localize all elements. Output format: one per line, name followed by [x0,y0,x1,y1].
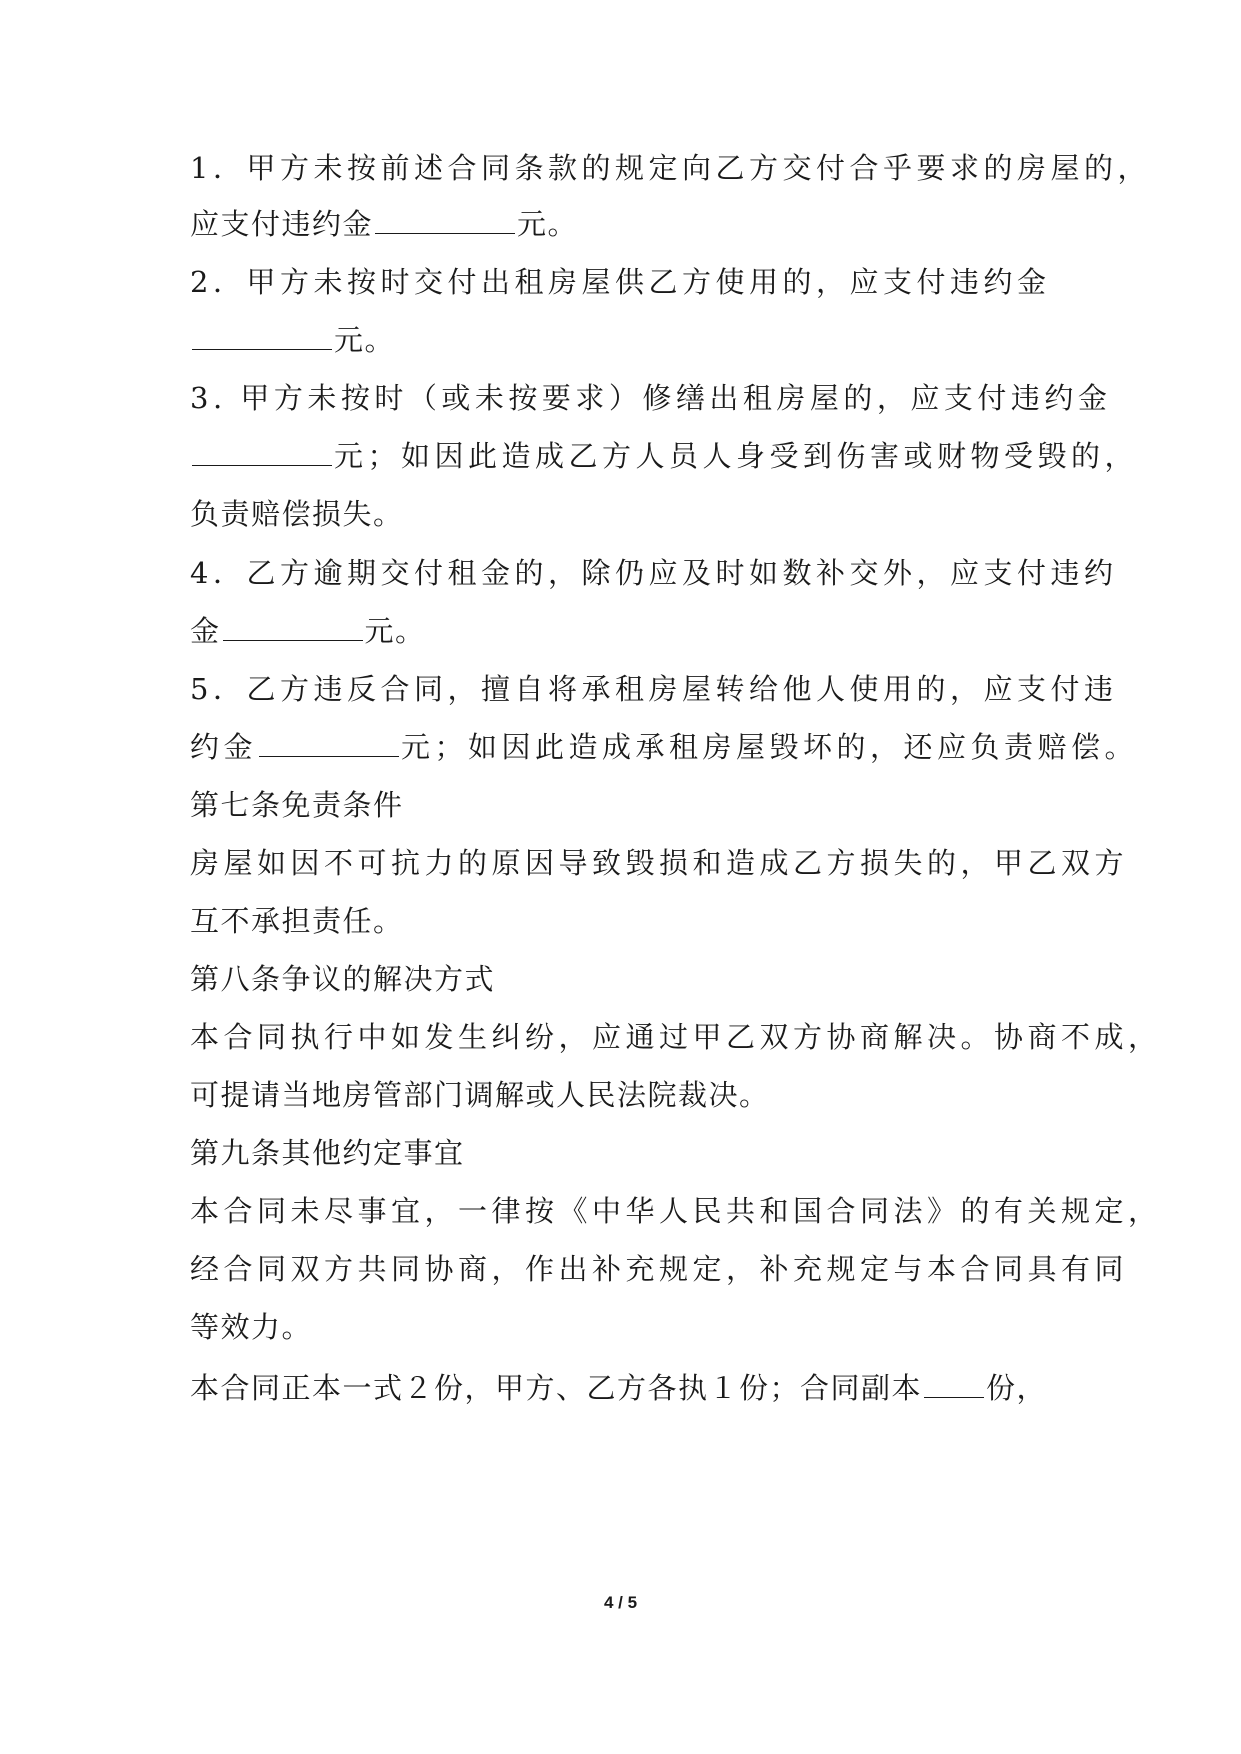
clause-4-text-cont: 金 [190,614,221,648]
article-7-line-2: 互不承担责任。 [190,904,404,938]
page-number: 4 / 5 [603,1593,638,1612]
clause-4-line-1 [190,555,1117,591]
clause-5-text-end: 元；如因此造成承租房屋毁坏的，还应负责赔偿。 [401,730,1139,764]
clause-3-text: 3. 甲方未按时（或未按要求）修缮出租房屋的，应支付违约金 [190,381,1112,415]
clause-3-line-2 [190,438,1138,474]
clause-4-line-2 [190,613,426,649]
article-9-line-3: 等效力。 [190,1310,313,1344]
article-9-line-1: 本合同未尽事宜，一律按《中华人民共和国合同法》的有关规定， [190,1194,1162,1228]
clause-4-unit: 元。 [364,614,426,648]
clause-5-line-1 [190,671,1117,707]
clause-1-text: 1．甲方未按前述合同条款的规定向乙方交付合乎要求的房屋的， [190,151,1151,185]
clause-5-text-cont: 约金 [190,730,258,764]
article-7-heading: 第七条免责条件 [190,788,404,822]
clause-3-text-cont: 元；如因此造成乙方人员人身受到伤害或财物受毁的， [334,439,1139,473]
article-8-line-2: 可提请当地房管部门调解或人民法院裁决。 [190,1078,770,1112]
clause-3-text-end: 负责赔偿损失。 [190,497,404,531]
clause-1-text-cont: 应支付违约金 [190,207,374,241]
amount-blank [192,439,332,466]
clause-5-line-2 [190,729,1138,765]
copies-blank [924,1371,984,1398]
amount-blank [223,614,363,641]
clause-2-line-2 [190,322,395,358]
clause-1-line-2 [190,206,578,242]
amount-blank [375,207,515,234]
clause-5-text: 5．乙方违反合同，擅自将承租房屋转给他人使用的，应支付违 [190,672,1118,706]
clause-3-line-1 [190,380,1111,416]
amount-blank [259,730,399,757]
article-7-line-1: 房屋如因不可抗力的原因导致毁损和造成乙方损失的，甲乙双方 [190,846,1129,880]
clause-1-line-1 [190,150,1151,186]
clause-2-line-1 [190,264,1050,300]
clause-4-text: 4．乙方逾期交付租金的，除仍应及时如数补交外，应支付违约 [190,556,1118,590]
final-clause-line-1: 本合同正本一式２份，甲方、乙方各执１份；合同副本 份， [190,1371,1048,1405]
amount-blank [192,323,332,350]
clause-3-line-3 [190,496,404,532]
article-9-line-2: 经合同双方共同协商，作出补充规定，补充规定与本合同具有同 [190,1252,1129,1286]
article-8-line-1: 本合同执行中如发生纠纷，应通过甲乙双方协商解决。协商不成， [190,1020,1162,1054]
clause-2-unit: 元。 [334,323,396,357]
clause-2-text: 2．甲方未按时交付出租房屋供乙方使用的，应支付违约金 [190,265,1051,299]
clause-1-unit: 元。 [517,207,579,241]
article-8-heading: 第八条争议的解决方式 [190,962,496,996]
article-9-heading: 第九条其他约定事宜 [190,1136,465,1170]
